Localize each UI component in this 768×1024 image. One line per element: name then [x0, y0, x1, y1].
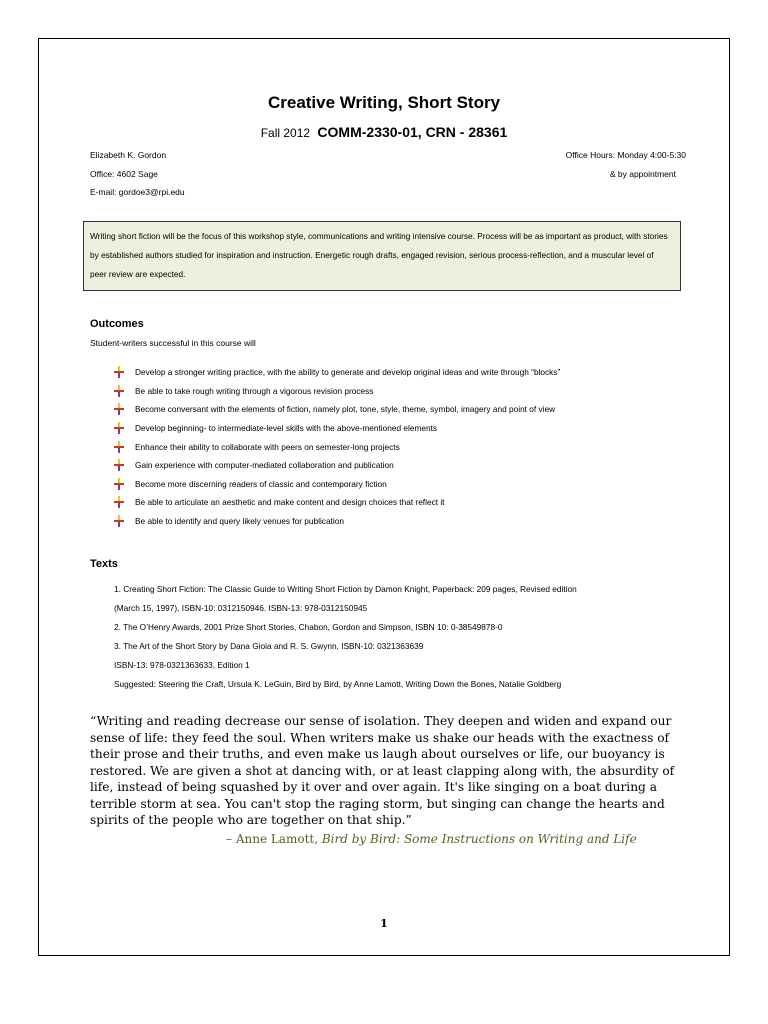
- instructor-office: Office: 4602 Sage: [90, 169, 158, 179]
- list-item: [114, 456, 560, 475]
- list-item: [114, 419, 560, 438]
- outcomes-list: [114, 363, 560, 530]
- list-item: [114, 400, 560, 419]
- text-line: Suggested: Steering the Craft, Ursula K. LeGuin, Bird by Bird, by Anne Lamott, Writing Down the Bones, Natalie Goldberg: [114, 679, 562, 689]
- pushpin-bullet-icon: [114, 441, 124, 453]
- list-item: [114, 493, 560, 512]
- list-item: [114, 512, 560, 531]
- outcome-text: Become more discerning readers of classic and contemporary fiction: [135, 478, 387, 489]
- pushpin-bullet-icon: [114, 385, 124, 397]
- text-line: (March 15, 1997), ISBN-10: 0312150946. ISBN-13: 978-0312150945: [114, 603, 368, 613]
- outcome-text: Be able to take rough writing through a vigorous revision process: [135, 385, 374, 396]
- list-item: [114, 475, 560, 494]
- quote-author: – Anne Lamott,: [226, 832, 322, 846]
- quote-attribution: [226, 832, 637, 846]
- texts-list: [114, 580, 577, 694]
- outcome-text: Be able to identify and query likely venues for publication: [135, 516, 344, 527]
- list-item: [114, 382, 560, 401]
- instructor-name: Elizabeth K. Gordon: [90, 150, 167, 160]
- text-line: 3. The Art of the Short Story by Dana Gioia and R. S. Gwynn, ISBN-10: 0321363639: [114, 641, 424, 651]
- office-hours: Office Hours: Monday 4:00-5:30: [565, 150, 686, 160]
- quote-source: Bird by Bird: Some Instructions on Writing and Life: [321, 832, 637, 846]
- pushpin-bullet-icon: [114, 515, 124, 527]
- outcome-text: Develop beginning- to intermediate-level skills with the above-mentioned elements: [135, 423, 438, 434]
- page-number: 1: [380, 917, 388, 930]
- course-code: COMM-2330-01, CRN - 28361: [317, 124, 508, 140]
- outcomes-heading: Outcomes: [90, 318, 144, 330]
- texts-heading: Texts: [90, 558, 118, 570]
- pushpin-bullet-icon: [114, 403, 124, 415]
- outcome-text: Enhance their ability to collaborate with peers on semester-long projects: [135, 441, 400, 452]
- pushpin-bullet-icon: [114, 496, 124, 508]
- text-line: 2. The O’Henry Awards, 2001 Prize Short Stories, Chabon, Gordon and Simpson, ISBN 10: 0-38549878-0: [114, 622, 503, 632]
- outcomes-intro: Student-writers successful in this course will: [90, 338, 256, 348]
- document-title: Creative Writing, Short Story: [267, 93, 501, 112]
- outcome-text: Gain experience with computer-mediated collaboration and publication: [135, 460, 394, 471]
- lamott-quote: “Writing and reading decrease our sense of isolation. They deepen and widen and expand our sense of life: they feed the soul. When writers make us shake our heads with the exactness of their prose and their truths, and even make us laugh about ourselves or life, our buoyancy is restored. We are given a shot at dancing with, or at least clapping along with, the absurdity of life, instead of being squashed by it over and over again. It's like singing on a boat during a terrible storm at sea. You can't stop the raging storm, but singing can change the hearts and spirits of the people who are together on that ship.”: [90, 714, 675, 827]
- outcome-text: Be able to articulate an aesthetic and make content and design choices that reflect it: [135, 497, 445, 508]
- appointment-note: & by appointment: [609, 169, 676, 179]
- pushpin-bullet-icon: [114, 478, 124, 490]
- list-item: [114, 437, 560, 456]
- outcome-text: Become conversant with the elements of fiction, namely plot, tone, style, theme, symbol, imagery and point of view: [135, 404, 556, 415]
- text-line: ISBN-13: 978-0321363633, Edition 1: [114, 660, 250, 670]
- pushpin-bullet-icon: [114, 366, 124, 378]
- list-item: [114, 363, 560, 382]
- text-line: 1. Creating Short Fiction: The Classic Guide to Writing Short Fiction by Damon Knight, Paperback: 209 pages, Revised edition: [114, 584, 577, 594]
- pushpin-bullet-icon: [114, 422, 124, 434]
- outcome-text: Develop a stronger writing practice, with the ability to generate and develop original ideas and write through “blocks”: [135, 367, 561, 378]
- course-summary-text: Writing short fiction will be the focus of this workshop style, communications and writing intensive course. Process will be as important as product, with stories by established authors studied for inspiration and instruction. Energetic rough drafts, engaged revision, serious process-reflection, and a muscular level of peer review are expected.: [90, 231, 668, 279]
- pushpin-bullet-icon: [114, 459, 124, 471]
- course-summary-box: [83, 221, 681, 291]
- course-subtitle: [0, 124, 768, 140]
- instructor-email: E-mail: gordoe3@rpi.edu: [90, 187, 185, 197]
- term: Fall 2012: [260, 126, 311, 140]
